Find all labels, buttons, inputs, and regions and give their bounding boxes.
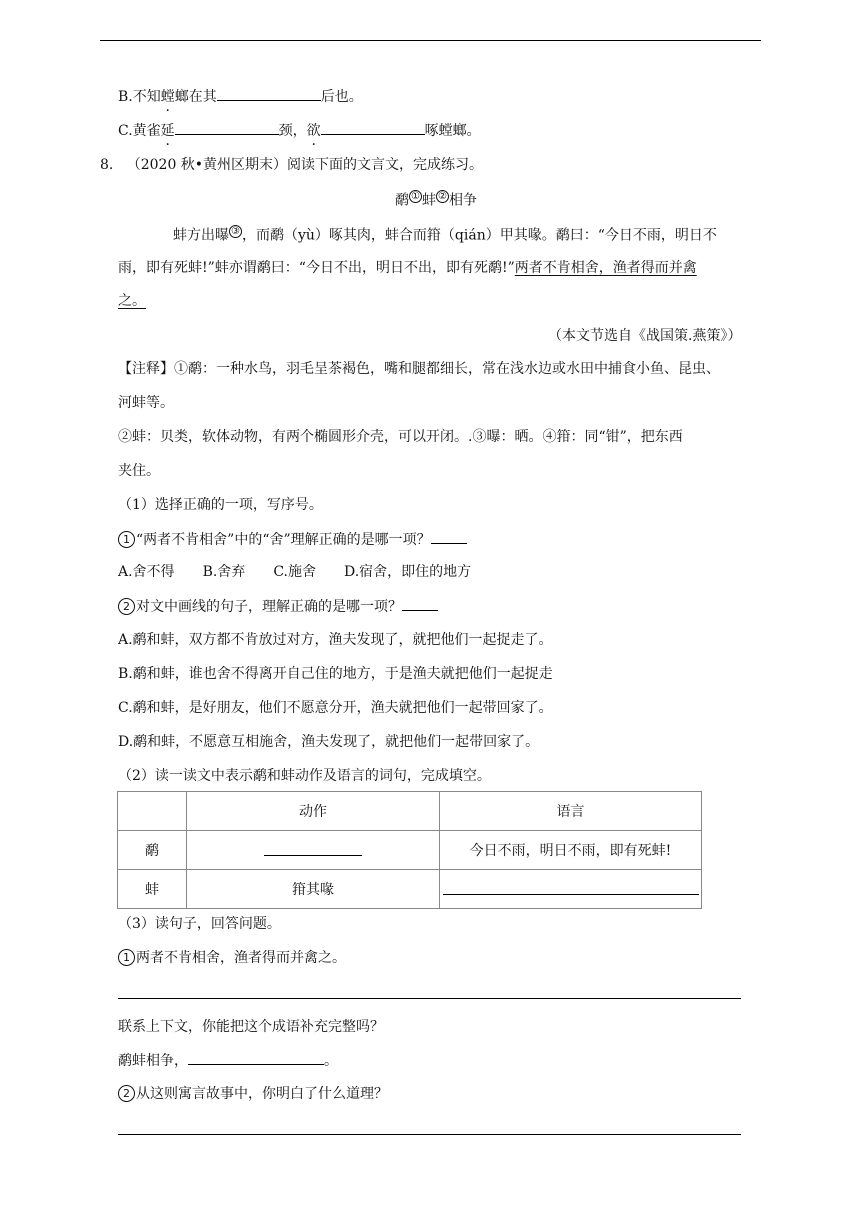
- question-8-intro: 8. （2020 秋•黄州区期末）阅读下面的文言文，完成练习。: [100, 157, 484, 173]
- sub3-q1: 1 两者不肯相舍，渔者得而并禽之。: [118, 948, 346, 968]
- answer-blank[interactable]: [321, 120, 425, 135]
- row-speech-blank-cell: [440, 870, 702, 909]
- answer-blank[interactable]: [264, 841, 362, 856]
- answer-blank[interactable]: [431, 529, 467, 544]
- sub1-q2-option-a: A.鹬和蚌，双方都不肯放过对方，渔夫发现了，就把他们一起捉走了。: [118, 632, 553, 648]
- table-header-row: [118, 792, 702, 831]
- sub1-q2-option-d: D.鹬和蚌，不愿意互相施舍，渔夫发现了，就把他们一起带回家了。: [118, 734, 540, 750]
- note-1: 【注释】①鹬：一种水鸟，羽毛呈茶褐色，嘴和腿都细长，常在浅水边或水田中捕食小鱼、昆虫、: [118, 361, 720, 377]
- sub3-q1b: 联系上下文，你能把这个成语补充完整吗？: [118, 1019, 384, 1035]
- passage-line-1: 蚌方出曝 ③ ，而鹬（yù）啄其肉，蚌合而箝（qián）甲其喙。鹬曰：“今日不雨，明日不: [173, 226, 717, 244]
- row-action-blank-cell: [187, 831, 440, 870]
- answer-line[interactable]: [118, 1134, 741, 1135]
- answer-blank[interactable]: [175, 120, 279, 135]
- underlined-sentence: 两者不肯相舍，渔者得而并禽: [514, 260, 697, 276]
- sub1-q2-option-c: C.鹬和蚌，是好朋友，他们不愿意分开，渔夫就把他们一起带回家了。: [118, 700, 553, 716]
- header-rule: [100, 40, 761, 41]
- option-a: A.舍不得: [118, 564, 175, 580]
- sub3-heading: （3）读句子，回答问题。: [118, 916, 281, 932]
- table-row: [118, 870, 702, 909]
- action-speech-table: [117, 791, 702, 909]
- passage-line-2: 雨，即有死蚌!”蚌亦谓鹬曰：“今日不出，明日不出，即有死鹬!”两者不肯相舍，渔者得而并禽: [118, 260, 697, 276]
- answer-blank[interactable]: [443, 880, 699, 895]
- answer-blank[interactable]: [402, 596, 438, 611]
- passage-line-3: 之。: [118, 293, 146, 309]
- idiom-line: 鹬蚌相争， 。: [118, 1050, 338, 1071]
- sub2-heading: （2）读一读文中表示鹬和蚌动作及语言的词句，完成填空。: [118, 768, 491, 784]
- table-row: [118, 831, 702, 870]
- note-1-cont: 河蚌等。: [118, 395, 174, 411]
- sub1-q2: 2 对文中画线的句子，理解正确的是哪一项？: [118, 596, 438, 617]
- sub3-q2: 2 从这则寓言故事中，你明白了什么道理？: [118, 1084, 388, 1104]
- row-action: 箝其喙: [187, 870, 440, 909]
- sub1-q2-option-b: B.鹬和蚌，谁也舍不得离开自己住的地方，于是渔夫就把他们一起捉走: [118, 666, 553, 682]
- note-2: ②蚌：贝类，软体动物，有两个椭圆形介壳，可以开闭。.③曝：晒。④箝：同“钳”，把东西: [118, 429, 683, 445]
- row-name: 鹬: [118, 831, 187, 870]
- table-corner-cell: [118, 792, 187, 831]
- passage-source: （本文节选自《战国策.燕策》）: [548, 328, 742, 344]
- answer-line[interactable]: [118, 998, 741, 999]
- col-action-header: 动作: [187, 792, 440, 831]
- passage-title: 鹬 ① 蚌 ② 相争: [395, 191, 477, 209]
- row-name: 蚌: [118, 870, 187, 909]
- option-c-line: C.黄雀延 颈，欲 啄螳螂。: [118, 120, 481, 141]
- sub1-q1-options: [118, 562, 471, 582]
- row-speech: 今日不雨，明日不雨，即有死蚌!: [440, 831, 702, 870]
- note-2-cont: 夹住。: [118, 463, 160, 479]
- sub1-heading: （1）选择正确的一项，写序号。: [118, 497, 323, 513]
- sub1-q1: 1 “两者不肯相舍”中的“舍”理解正确的是哪一项？: [118, 529, 467, 550]
- option-d: D.宿舍，即住的地方: [343, 564, 472, 580]
- option-c: C.施舍: [273, 564, 316, 580]
- answer-blank[interactable]: [188, 1050, 324, 1065]
- option-b: B.舍弃: [202, 564, 246, 580]
- answer-blank[interactable]: [217, 86, 321, 101]
- col-speech-header: 语言: [440, 792, 702, 831]
- option-b-line: B.不知螳螂在其 后也。: [118, 86, 363, 107]
